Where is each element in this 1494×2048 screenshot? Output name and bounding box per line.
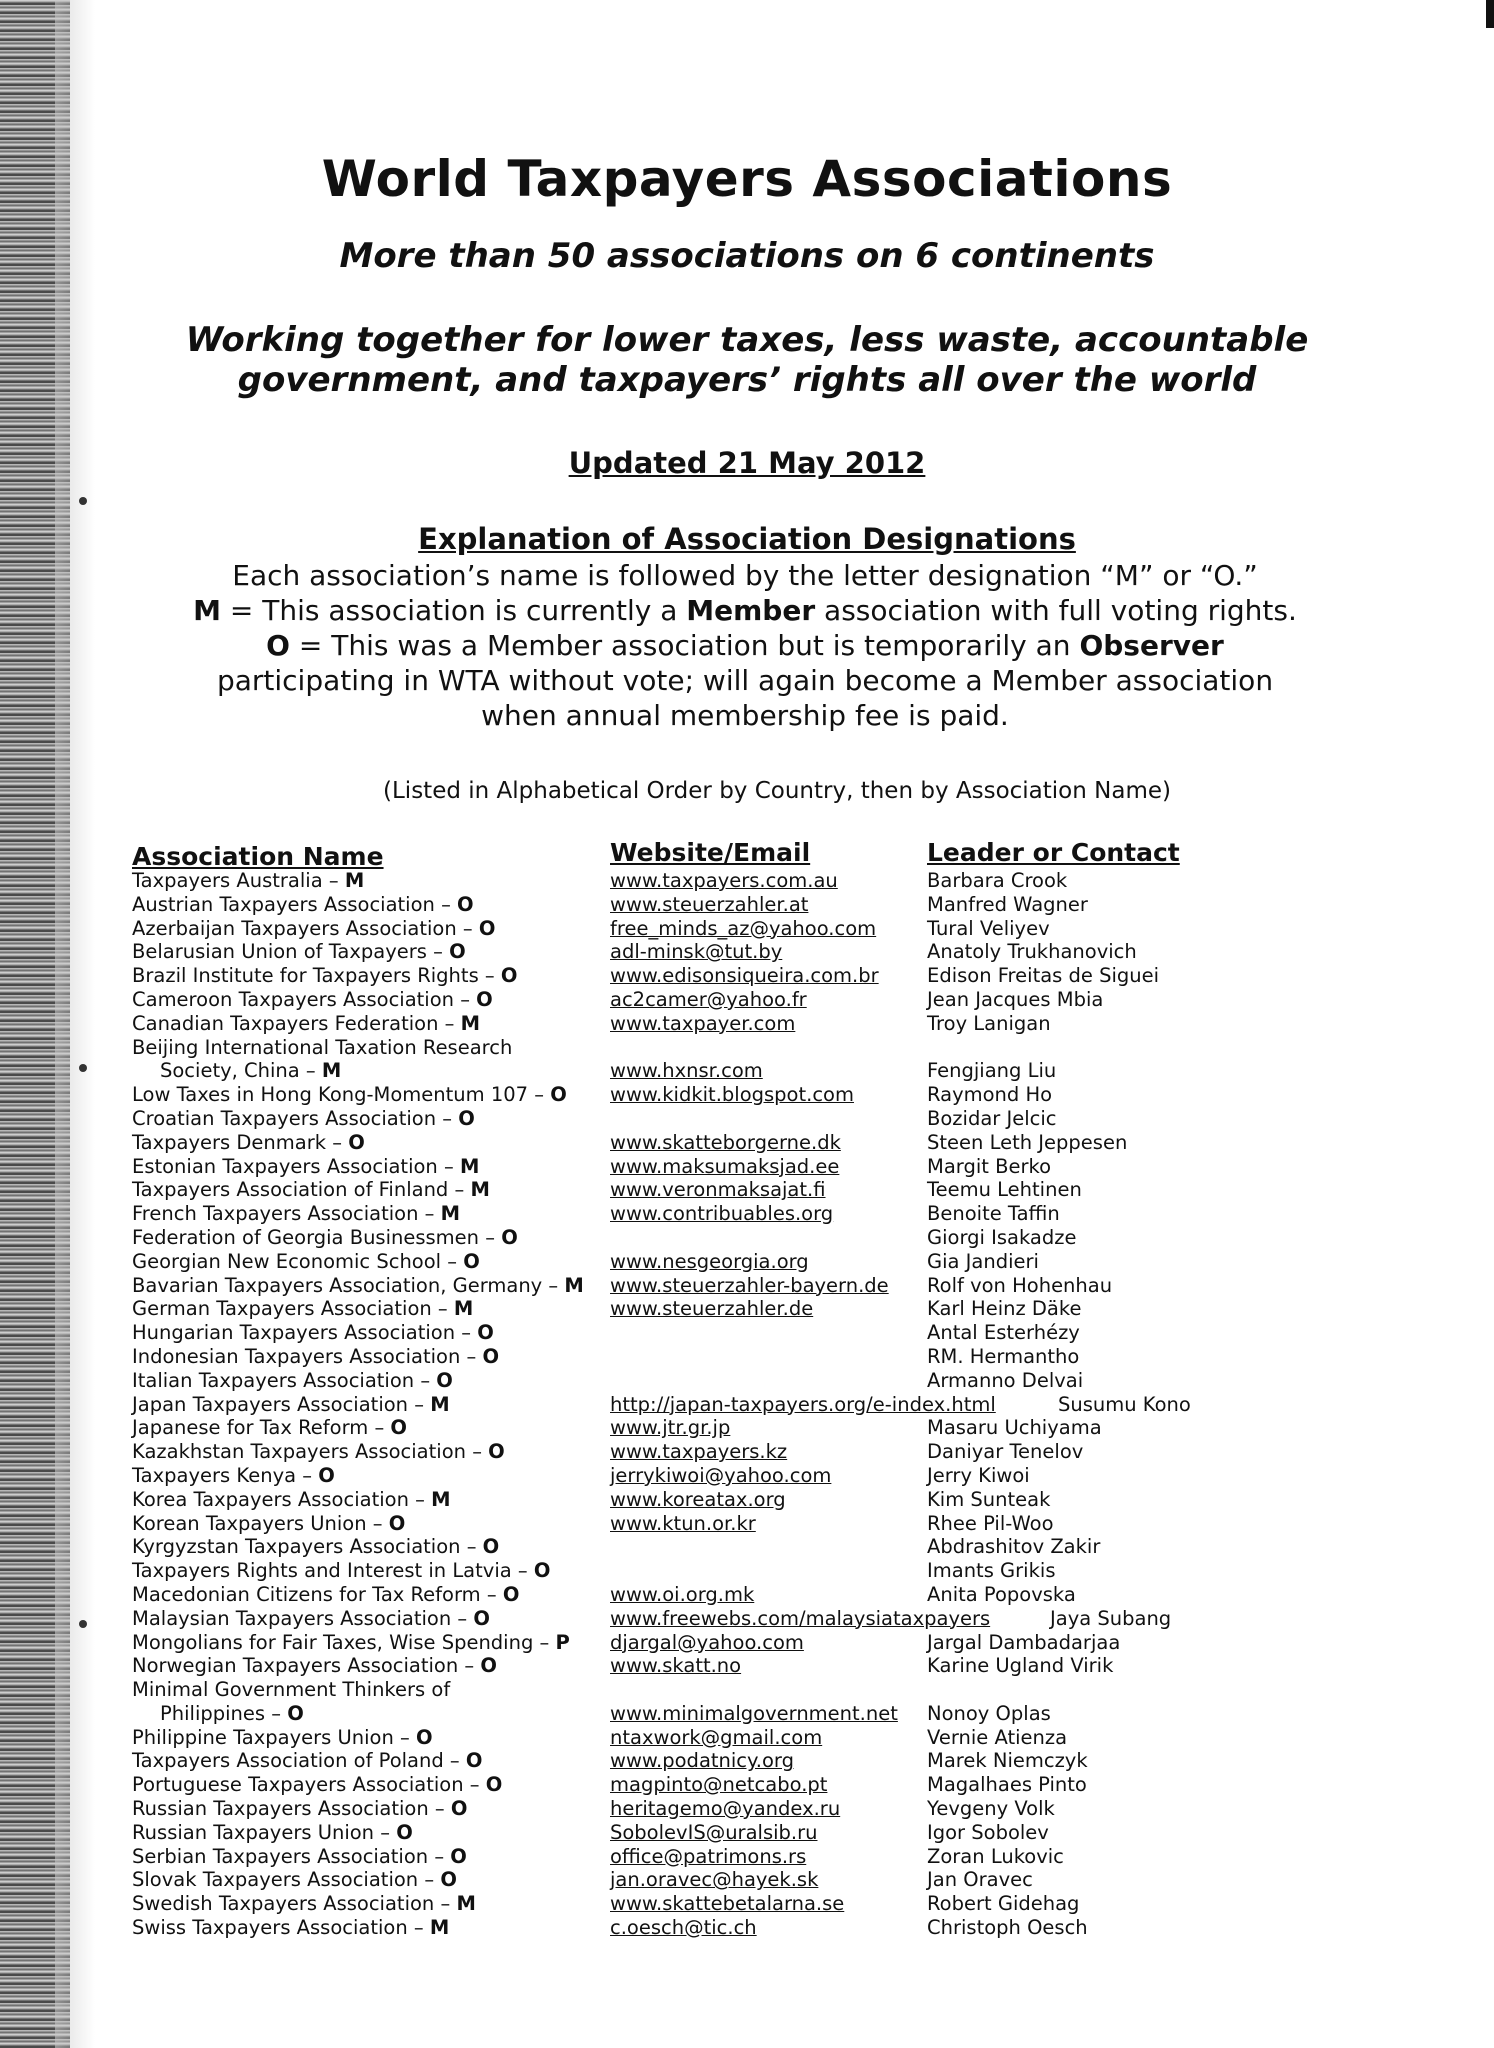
leader-contact: Masaru Uchiyama bbox=[927, 1416, 1102, 1440]
designation-badge: O bbox=[396, 1820, 413, 1844]
association-row bbox=[132, 1535, 1312, 1559]
association-row bbox=[132, 1250, 1312, 1274]
association-name: Beijing International Taxation Research bbox=[132, 1035, 513, 1059]
leader-contact: Anatoly Trukhanovich bbox=[927, 940, 1137, 964]
association-name: Swiss Taxpayers Association – M bbox=[132, 1916, 450, 1940]
website-link[interactable]: www.steuerzahler-bayern.de bbox=[610, 1273, 889, 1297]
explanation-line-4: participating in WTA without vote; will again become a Member association bbox=[216, 664, 1274, 697]
column-header-name: Association Name bbox=[132, 842, 384, 871]
website-link[interactable]: www.skatteborgerne.dk bbox=[610, 1130, 841, 1154]
designation-badge: O bbox=[473, 1606, 490, 1630]
association-name: Italian Taxpayers Association – O bbox=[132, 1368, 453, 1392]
association-row bbox=[132, 1107, 1312, 1131]
designation-badge: O bbox=[450, 1797, 468, 1821]
designation-badge: O bbox=[458, 1106, 475, 1130]
website-link[interactable]: jan.oravec@hayek.sk bbox=[610, 1868, 819, 1892]
website-link[interactable]: magpinto@netcabo.pt bbox=[610, 1773, 828, 1797]
website-link[interactable]: c.oesch@tic.ch bbox=[610, 1916, 757, 1940]
page-title: World Taxpayers Associations bbox=[321, 150, 1173, 208]
association-row bbox=[132, 1012, 1312, 1036]
leader-contact: Benoite Taffin bbox=[927, 1202, 1060, 1226]
association-name: Japan Taxpayers Association – M bbox=[132, 1392, 450, 1416]
association-row bbox=[132, 988, 1312, 1012]
designation-badge: M bbox=[460, 1011, 480, 1035]
website-link[interactable]: www.skattebetalarna.se bbox=[610, 1892, 845, 1916]
association-name: Malaysian Taxpayers Association – O bbox=[132, 1606, 490, 1630]
association-row bbox=[132, 1297, 1312, 1321]
leader-contact: Barbara Crook bbox=[927, 869, 1068, 892]
page-subtitle: More than 50 associations on 6 continents bbox=[339, 236, 1155, 276]
designation-badge: M bbox=[453, 1297, 474, 1321]
designation-badge: M bbox=[456, 1892, 476, 1916]
association-list bbox=[132, 869, 1312, 1940]
association-name: Azerbaijan Taxpayers Association – O bbox=[132, 916, 496, 940]
association-name: Cameroon Taxpayers Association – O bbox=[132, 987, 493, 1011]
association-name: Taxpayers Rights and Interest in Latvia – O bbox=[132, 1559, 551, 1583]
association-row bbox=[132, 1916, 1312, 1940]
website-link[interactable]: www.kidkit.blogspot.com bbox=[610, 1083, 854, 1107]
tagline bbox=[0, 320, 1494, 400]
leader-contact: Manfred Wagner bbox=[927, 892, 1088, 916]
association-row bbox=[132, 1797, 1312, 1821]
designation-badge: O bbox=[533, 1559, 551, 1583]
explanation-observer-line: O = This was a Member association but is temporarily an Observer bbox=[266, 629, 1224, 662]
association-name: Taxpayers Association of Finland – M bbox=[132, 1178, 490, 1202]
association-row bbox=[132, 1583, 1312, 1607]
designation-badge: O bbox=[485, 1773, 503, 1797]
leader-contact: Imants Grikis bbox=[927, 1559, 1056, 1583]
designation-badge: O bbox=[318, 1463, 335, 1487]
website-link[interactable]: www.nesgeorgia.org bbox=[610, 1249, 809, 1273]
association-row bbox=[132, 964, 1312, 988]
association-row bbox=[132, 1678, 1312, 1702]
leader-contact: Marek Niemczyk bbox=[927, 1749, 1088, 1773]
leader-contact: Jargal Dambadarjaa bbox=[927, 1630, 1121, 1654]
association-name: Macedonian Citizens for Tax Reform – O bbox=[132, 1582, 520, 1606]
designation-badge: O bbox=[388, 1511, 406, 1535]
association-name: Russian Taxpayers Association – O bbox=[132, 1797, 468, 1821]
association-name: Georgian New Economic School – O bbox=[132, 1249, 480, 1273]
association-name: Korean Taxpayers Union – O bbox=[132, 1511, 406, 1535]
association-name: Swedish Taxpayers Association – M bbox=[132, 1892, 476, 1916]
association-row bbox=[132, 1202, 1312, 1226]
association-row bbox=[132, 917, 1312, 941]
designation-badge: O bbox=[390, 1416, 407, 1440]
association-name: Taxpayers Denmark – O bbox=[132, 1130, 365, 1154]
leader-contact: Jerry Kiwoi bbox=[927, 1463, 1030, 1487]
association-row bbox=[132, 1654, 1312, 1678]
designation-badge: M bbox=[470, 1178, 490, 1202]
association-name: Korea Taxpayers Association – M bbox=[132, 1487, 451, 1511]
association-row bbox=[132, 1488, 1312, 1512]
designation-badge: O bbox=[449, 940, 466, 964]
association-name: Portuguese Taxpayers Association – O bbox=[132, 1773, 503, 1797]
designation-badge: M bbox=[431, 1487, 451, 1511]
website-link[interactable]: www.ktun.or.kr bbox=[610, 1511, 756, 1535]
designation-badge: M bbox=[344, 869, 365, 892]
column-header-leader: Leader or Contact bbox=[927, 838, 1180, 867]
punch-hole-mark bbox=[79, 1620, 87, 1628]
website-link[interactable]: www.oi.org.mk bbox=[610, 1582, 755, 1606]
association-row bbox=[132, 940, 1312, 964]
designation-badge: O bbox=[550, 1083, 567, 1107]
designation-badge: M bbox=[459, 1154, 480, 1178]
leader-contact: Rolf von Hohenhau bbox=[927, 1273, 1113, 1297]
punch-hole-mark bbox=[79, 497, 87, 505]
association-row bbox=[132, 1083, 1312, 1107]
designation-badge: M bbox=[429, 1916, 450, 1940]
website-link[interactable]: www.veronmaksajat.fi bbox=[610, 1178, 826, 1202]
leader-contact: Yevgeny Volk bbox=[927, 1797, 1055, 1821]
leader-contact: RM. Hermantho bbox=[927, 1344, 1080, 1368]
association-name: Kyrgyzstan Taxpayers Association – O bbox=[132, 1535, 500, 1559]
association-row bbox=[132, 1345, 1312, 1369]
association-name: Russian Taxpayers Union – O bbox=[132, 1820, 413, 1844]
association-row bbox=[132, 1059, 1312, 1083]
designation-badge: O bbox=[436, 1368, 453, 1392]
website-link[interactable]: www.maksumaksjad.ee bbox=[610, 1154, 840, 1178]
association-name: Taxpayers Australia – M bbox=[132, 869, 365, 892]
association-row bbox=[132, 1773, 1312, 1797]
association-row bbox=[132, 1631, 1312, 1655]
website-link[interactable]: office@patrimons.rs bbox=[610, 1844, 807, 1868]
association-name: Philippines – O bbox=[160, 1701, 304, 1725]
website-link[interactable]: ntaxwork@gmail.com bbox=[610, 1725, 823, 1749]
column-header-website: Website/Email bbox=[610, 838, 811, 867]
leader-contact: Anita Popovska bbox=[927, 1582, 1076, 1606]
leader-contact: Zoran Lukovic bbox=[927, 1844, 1064, 1868]
leader-contact: Rhee Pil-Woo bbox=[927, 1511, 1054, 1535]
leader-contact: Robert Gidehag bbox=[927, 1892, 1080, 1916]
association-name: Serbian Taxpayers Association – O bbox=[132, 1844, 467, 1868]
designation-badge: O bbox=[500, 964, 518, 988]
explanation-line-1: Each association’s name is followed by the letter designation “M” or “O.” bbox=[232, 559, 1258, 592]
association-name: Japanese for Tax Reform – O bbox=[132, 1416, 407, 1440]
explanation-heading: Explanation of Association Designations bbox=[418, 522, 1076, 556]
website-link[interactable]: www.freewebs.com/malaysiataxpayers bbox=[610, 1606, 991, 1630]
explanation-member-line: M = This association is currently a Member association with full voting rights. bbox=[193, 594, 1297, 627]
updated-date: Updated 21 May 2012 bbox=[568, 446, 926, 480]
association-row bbox=[132, 1131, 1312, 1155]
website-link[interactable]: www.minimalgovernment.net bbox=[610, 1701, 898, 1725]
website-link[interactable]: heritagemo@yandex.ru bbox=[610, 1797, 841, 1821]
leader-contact: Christoph Oesch bbox=[927, 1916, 1088, 1940]
website-link[interactable]: free_minds_az@yahoo.com bbox=[610, 916, 877, 940]
designation-badge: M bbox=[321, 1059, 342, 1083]
designation-badge: O bbox=[465, 1749, 483, 1773]
association-name: Canadian Taxpayers Federation – M bbox=[132, 1011, 480, 1035]
association-name: Minimal Government Thinkers of bbox=[132, 1678, 451, 1702]
association-row bbox=[132, 1321, 1312, 1345]
website-link[interactable]: djargal@yahoo.com bbox=[610, 1630, 804, 1654]
leader-contact: Nonoy Oplas bbox=[927, 1701, 1051, 1725]
association-row bbox=[132, 1155, 1312, 1179]
association-name: Federation of Georgia Businessmen – O bbox=[132, 1225, 518, 1249]
association-row bbox=[132, 1369, 1312, 1393]
association-name: French Taxpayers Association – M bbox=[132, 1202, 461, 1226]
association-name: Slovak Taxpayers Association – O bbox=[132, 1868, 457, 1892]
association-name: Norwegian Taxpayers Association – O bbox=[132, 1654, 497, 1678]
website-link[interactable]: adl-minsk@tut.by bbox=[610, 940, 783, 964]
listing-order-note: (Listed in Alphabetical Order by Country, then by Association Name) bbox=[383, 778, 1171, 804]
website-link[interactable]: www.skatt.no bbox=[610, 1654, 742, 1678]
leader-contact: Teemu Lehtinen bbox=[927, 1178, 1082, 1202]
leader-contact: Edison Freitas de Siguei bbox=[927, 964, 1160, 988]
designation-badge: O bbox=[450, 1844, 467, 1868]
leader-contact: Daniyar Tenelov bbox=[927, 1440, 1084, 1464]
leader-contact: Jaya Subang bbox=[1050, 1606, 1172, 1630]
association-row bbox=[132, 1393, 1312, 1417]
designation-badge: M bbox=[440, 1202, 461, 1226]
website-link[interactable]: http://japan-taxpayers.org/e-index.html bbox=[610, 1392, 996, 1416]
designation-badge: O bbox=[477, 1321, 494, 1345]
association-name: Society, China – M bbox=[160, 1059, 342, 1083]
association-name: Taxpayers Kenya – O bbox=[132, 1463, 335, 1487]
leader-contact: Igor Sobolev bbox=[927, 1820, 1049, 1844]
association-row bbox=[132, 1178, 1312, 1202]
association-name: Croatian Taxpayers Association – O bbox=[132, 1106, 475, 1130]
association-name: Philippine Taxpayers Union – O bbox=[132, 1725, 433, 1749]
leader-contact: Raymond Ho bbox=[927, 1083, 1053, 1107]
leader-contact: Karine Ugland Virik bbox=[927, 1654, 1114, 1678]
leader-contact: Abdrashitov Zakir bbox=[927, 1535, 1101, 1559]
tagline-line-2: government, and taxpayers’ rights all over the world bbox=[237, 360, 1257, 400]
association-row bbox=[132, 893, 1312, 917]
website-link[interactable]: www.podatnicy.org bbox=[610, 1749, 794, 1773]
website-link[interactable]: www.steuerzahler.de bbox=[610, 1297, 814, 1321]
punch-hole-mark bbox=[79, 1064, 87, 1072]
leader-contact: Bozidar Jelcic bbox=[927, 1106, 1057, 1130]
leader-contact: Magalhaes Pinto bbox=[927, 1773, 1087, 1797]
leader-contact: Margit Berko bbox=[927, 1154, 1052, 1178]
leader-contact: Antal Esterhézy bbox=[927, 1321, 1080, 1345]
association-name: Brazil Institute for Taxpayers Rights – O bbox=[132, 964, 518, 988]
tagline-line-1: Working together for lower taxes, less waste, accountable bbox=[185, 320, 1309, 360]
leader-contact: Giorgi Isakadze bbox=[927, 1225, 1077, 1249]
association-row bbox=[132, 1749, 1312, 1773]
association-row bbox=[132, 1559, 1312, 1583]
designation-badge: M bbox=[430, 1392, 450, 1416]
designation-badge: O bbox=[416, 1725, 433, 1749]
association-row bbox=[132, 869, 1312, 893]
website-link[interactable]: jerrykiwoi@yahoo.com bbox=[610, 1463, 832, 1487]
association-row bbox=[132, 1726, 1312, 1750]
website-link[interactable]: SobolevIS@uralsib.ru bbox=[610, 1820, 818, 1844]
website-link[interactable]: www.taxpayers.com.au bbox=[610, 869, 838, 892]
website-link[interactable]: www.koreatax.org bbox=[610, 1487, 786, 1511]
designation-badge: O bbox=[440, 1868, 457, 1892]
association-row bbox=[132, 1845, 1312, 1869]
designation-badge: O bbox=[287, 1701, 304, 1725]
association-row bbox=[132, 1607, 1312, 1631]
designation-badge: O bbox=[502, 1582, 520, 1606]
leader-contact: Steen Leth Jeppesen bbox=[927, 1130, 1128, 1154]
designation-badge: O bbox=[501, 1225, 518, 1249]
leader-contact: Jean Jacques Mbia bbox=[927, 987, 1104, 1011]
designation-badge: O bbox=[482, 1344, 500, 1368]
leader-contact: Susumu Kono bbox=[1058, 1392, 1191, 1416]
website-link[interactable]: www.taxpayers.kz bbox=[610, 1440, 788, 1464]
designation-badge: M bbox=[564, 1273, 584, 1297]
website-link[interactable]: www.taxpayer.com bbox=[610, 1011, 796, 1035]
association-name: Low Taxes in Hong Kong-Momentum 107 – O bbox=[132, 1083, 567, 1107]
association-name: Estonian Taxpayers Association – M bbox=[132, 1154, 480, 1178]
association-row bbox=[132, 1274, 1312, 1298]
association-name: German Taxpayers Association – M bbox=[132, 1297, 474, 1321]
leader-contact: Fengjiang Liu bbox=[927, 1059, 1057, 1083]
leader-contact: Karl Heinz Däke bbox=[927, 1297, 1082, 1321]
association-name: Hungarian Taxpayers Association – O bbox=[132, 1321, 494, 1345]
designation-badge: O bbox=[476, 987, 493, 1011]
association-name: Kazakhstan Taxpayers Association – O bbox=[132, 1440, 505, 1464]
designation-badge: P bbox=[555, 1630, 570, 1654]
leader-contact: Armanno Delvai bbox=[927, 1368, 1084, 1392]
website-link[interactable]: www.edisonsiqueira.com.br bbox=[610, 964, 879, 988]
website-link[interactable]: www.contribuables.org bbox=[610, 1202, 834, 1226]
association-row bbox=[132, 1702, 1312, 1726]
association-row bbox=[132, 1821, 1312, 1845]
website-link[interactable]: www.steuerzahler.at bbox=[610, 892, 809, 916]
association-name: Indonesian Taxpayers Association – O bbox=[132, 1344, 500, 1368]
association-row bbox=[132, 1892, 1312, 1916]
association-name: Austrian Taxpayers Association – O bbox=[132, 892, 474, 916]
scan-corner-mark bbox=[1486, 0, 1494, 28]
association-row bbox=[132, 1868, 1312, 1892]
association-name: Belarusian Union of Taxpayers – O bbox=[132, 940, 466, 964]
website-link[interactable]: ac2camer@yahoo.fr bbox=[610, 987, 807, 1011]
association-name: Bavarian Taxpayers Association, Germany – M bbox=[132, 1273, 584, 1297]
designation-badge: O bbox=[478, 916, 496, 940]
designation-badge: O bbox=[348, 1130, 365, 1154]
designation-badge: O bbox=[457, 892, 474, 916]
leader-contact: Vernie Atienza bbox=[927, 1725, 1068, 1749]
leader-contact: Troy Lanigan bbox=[927, 1011, 1051, 1035]
leader-contact: Jan Oravec bbox=[927, 1868, 1033, 1892]
designation-badge: O bbox=[463, 1249, 480, 1273]
association-row bbox=[132, 1226, 1312, 1250]
leader-contact: Gia Jandieri bbox=[927, 1249, 1039, 1273]
website-link[interactable]: www.hxnsr.com bbox=[610, 1059, 763, 1083]
explanation-text bbox=[110, 558, 1380, 733]
association-row bbox=[132, 1440, 1312, 1464]
association-row bbox=[132, 1512, 1312, 1536]
association-row bbox=[132, 1416, 1312, 1440]
leader-contact: Kim Sunteak bbox=[927, 1487, 1051, 1511]
association-row bbox=[132, 1464, 1312, 1488]
designation-badge: O bbox=[482, 1535, 500, 1559]
association-name: Mongolians for Fair Taxes, Wise Spending – P bbox=[132, 1630, 570, 1654]
designation-badge: O bbox=[488, 1440, 505, 1464]
association-row bbox=[132, 1036, 1312, 1060]
website-link[interactable]: www.jtr.gr.jp bbox=[610, 1416, 731, 1440]
association-name: Taxpayers Association of Poland – O bbox=[132, 1749, 483, 1773]
scan-edge-shadow bbox=[55, 0, 95, 2048]
designation-badge: O bbox=[480, 1654, 497, 1678]
leader-contact: Tural Veliyev bbox=[927, 916, 1050, 940]
explanation-line-5: when annual membership fee is paid. bbox=[481, 699, 1009, 732]
